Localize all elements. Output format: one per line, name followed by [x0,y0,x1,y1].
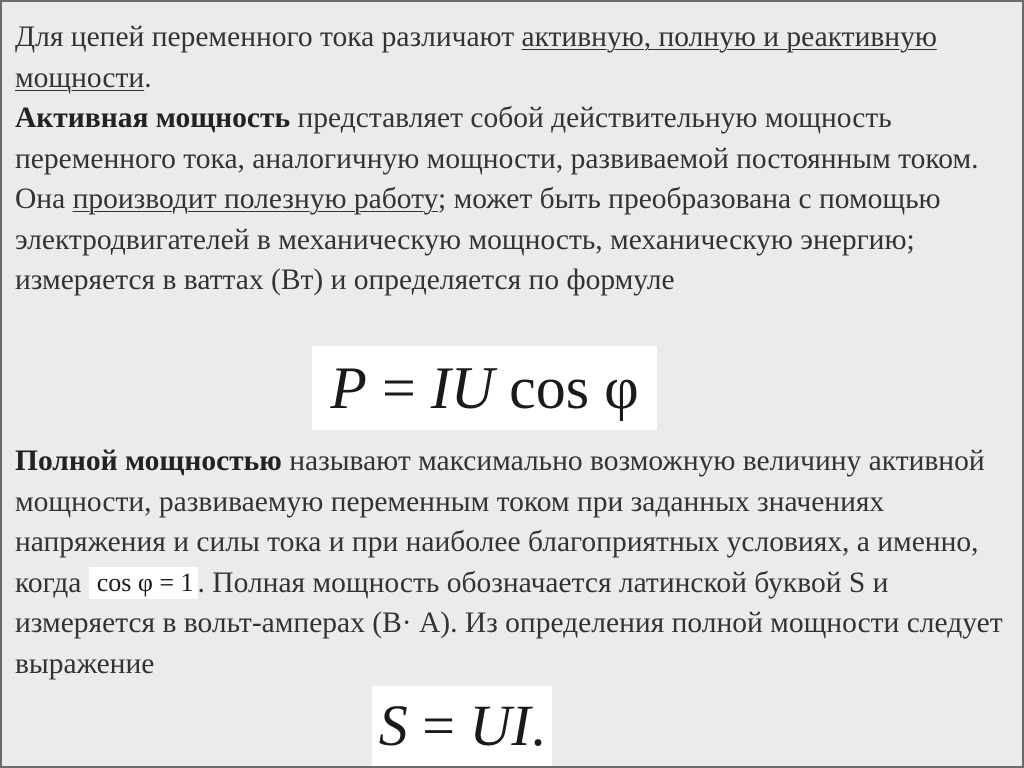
inline-formula-cos-phi: cos φ = 1 [89,567,198,599]
intro-underlined-text: активную, полную и реактивную мощности [15,21,937,94]
paragraph-full-power [15,441,1015,684]
intro-period: . [144,61,152,94]
active-power-term: Активная мощность [15,102,291,134]
full-power-text-2: . Полная мощность обозначается латинской буквой S и измеряется в вольт-амперах (В· А). Из определения полной мощности следует выражение [15,566,1003,680]
active-power-underlined: производит полезную работу [72,183,438,215]
formula-equals: = [366,354,431,421]
formula-equals-2: = [407,692,470,758]
active-power-text-1: представляет собой действительную мощность переменного тока, аналогичную мощности, развиваемой постоянным током. Она [15,102,979,215]
full-power-formula [372,686,552,766]
full-power-text-1: называют максимально возможную величину активной мощности, развиваемую переменным током при заданных значениях напряжения и силы тока и при наиболее благоприятных условиях, а именно, когда [15,445,985,599]
formula-p: P [330,354,367,421]
paragraph-active-power [15,17,1015,301]
full-power-term: Полной мощностью [15,445,282,477]
formula-cos-phi: cos φ [494,354,639,421]
active-power-text-2: ; может быть преобразована с помощью электродвигателей в механическую мощность, механическую энергию; измеряется в ваттах (Вт) и определяется по формуле [15,183,941,296]
formula-iu: IU [430,354,495,421]
formula-s: S [378,692,408,758]
formula-ui: UI [469,692,531,758]
formula-end-period: . [530,692,546,758]
intro-text: Для цепей переменного тока различают [15,21,522,53]
active-power-formula [312,346,657,430]
